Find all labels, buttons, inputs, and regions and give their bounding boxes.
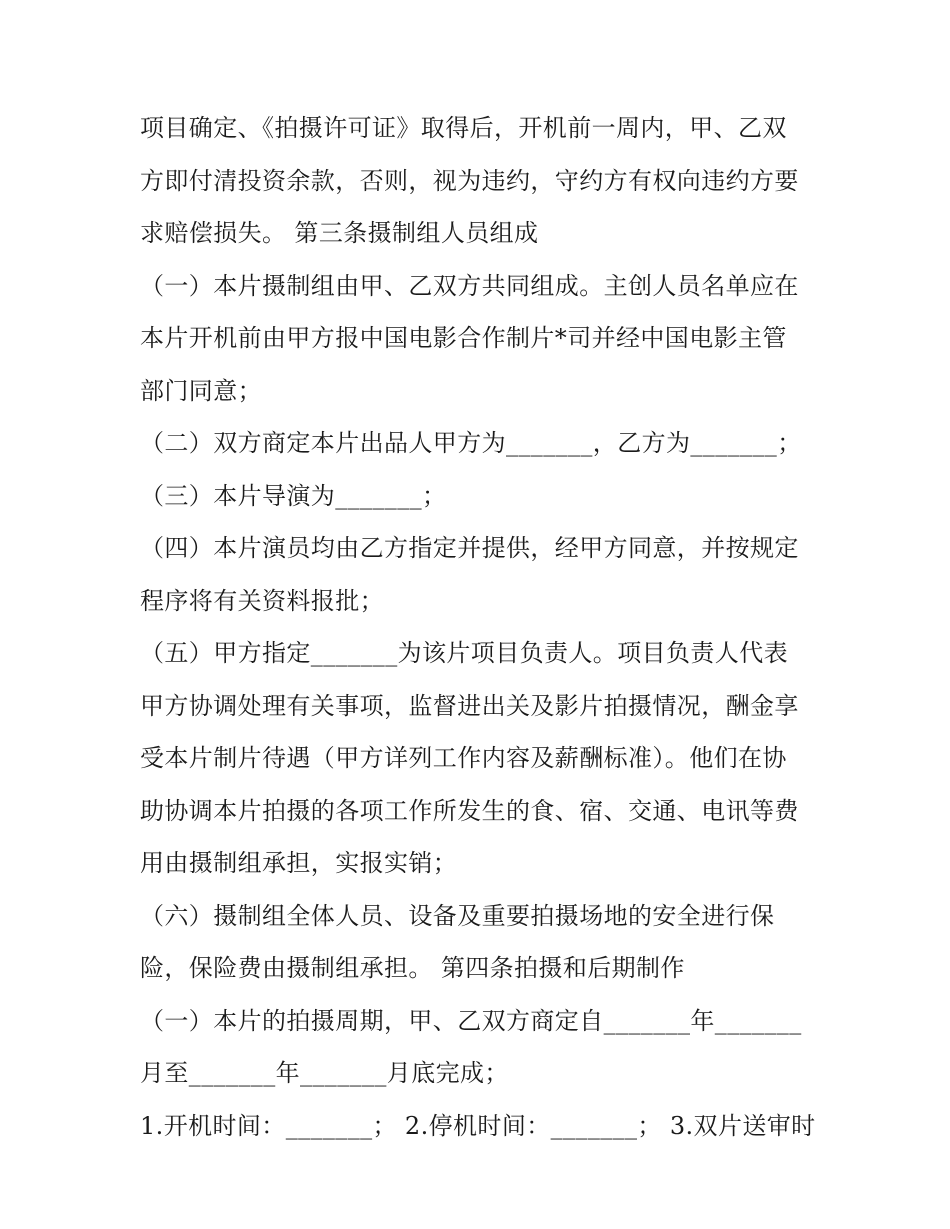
text-line: 求赔偿损失。 第三条摄制组人员组成 <box>140 219 539 247</box>
text-line: （一）本片的拍摄周期，甲、乙双方商定自_______年_______ <box>140 1006 802 1035</box>
text-line: （五）甲方指定_______为该片项目负责人。项目负责人代表 <box>140 639 788 667</box>
text-line: 甲方协调处理有关事项，监督进出关及影片拍摄情况，酬金享 <box>140 691 799 720</box>
text-line: （三）本片导演为_______； <box>140 481 447 510</box>
text-line: 月至_______年_______月底完成； <box>140 1059 509 1087</box>
text-line: 1.开机时间：_______； 2.停机时间：_______； 3.双片送审时 <box>140 1111 816 1140</box>
text-line: 受本片制片待遇（甲方详列工作内容及薪酬标准）。他们在协 <box>140 744 787 772</box>
text-line: （二）双方商定本片出品人甲方为_______，乙方为_______； <box>140 429 802 457</box>
text-line: 助协调本片拍摄的各项工作所发生的食、宿、交通、电讯等费 <box>140 796 799 825</box>
text-line: 本片开机前由甲方报中国电影合作制片*司并经中国电影主管 <box>140 324 787 352</box>
text-line: 程序将有关资料报批； <box>140 586 384 615</box>
text-line: 项目确定、《拍摄许可证》取得后，开机前一周内，甲、乙双 <box>140 114 787 142</box>
text-line: （六）摄制组全体人员、设备及重要拍摄场地的安全进行保 <box>140 901 775 930</box>
text-line: 部门同意； <box>140 376 262 405</box>
text-line: 险，保险费由摄制组承担。 第四条拍摄和后期制作 <box>140 954 685 982</box>
text-line: （四）本片演员均由乙方指定并提供，经甲方同意，并按规定 <box>140 534 799 562</box>
text-line: 用由摄制组承担，实报实销； <box>140 849 458 877</box>
text-line: 方即付清投资余款，否则，视为违约，守约方有权向违约方要 <box>140 166 799 195</box>
text-line: （一）本片摄制组由甲、乙双方共同组成。主创人员名单应在 <box>140 271 799 300</box>
document-body <box>140 102 830 1152</box>
